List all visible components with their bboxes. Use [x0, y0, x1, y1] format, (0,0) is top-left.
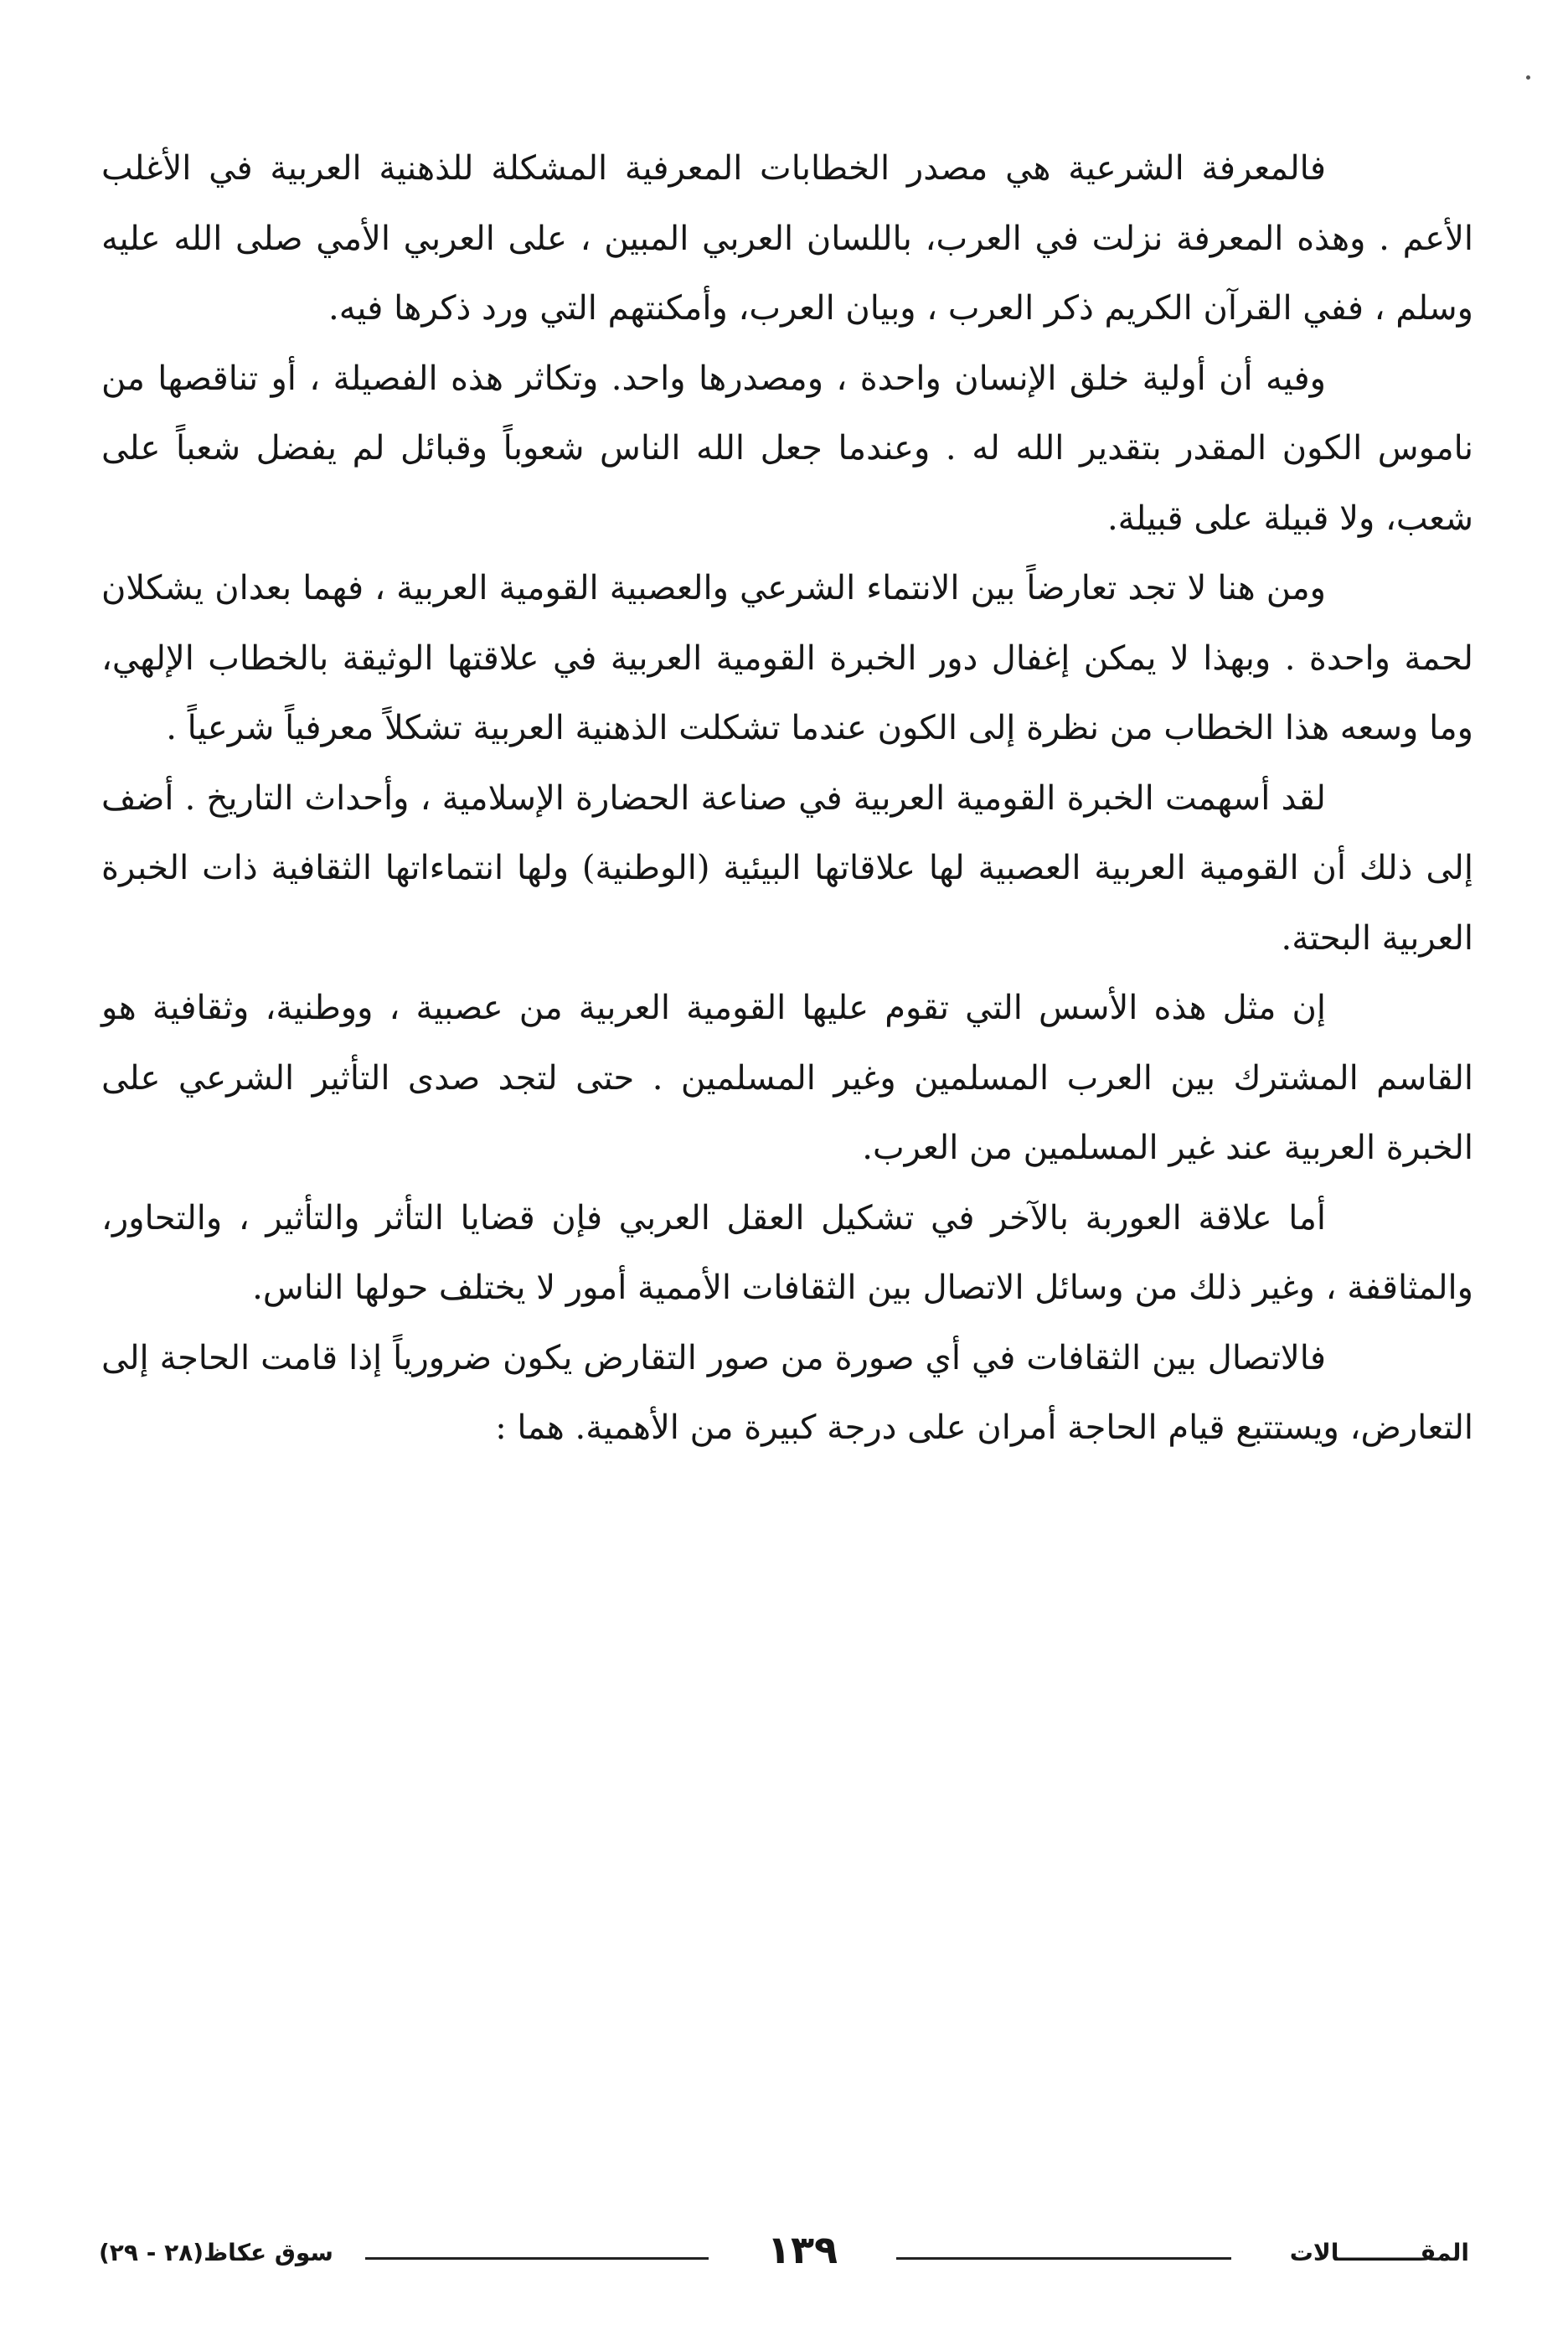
footer-journal-title: سوق عكاظ(٢٨ - ٢٩)	[99, 2239, 333, 2266]
page-number: ١٣٩	[766, 2227, 838, 2272]
paragraph-7: فالاتصال بين الثقافات في أي صورة من صور التقارض يكون ضرورياً إذا قامت الحاجة إلى التعارض، ويستتبع قيام الحاجة أمران على درجة كبيرة من الأهمية. هما :	[101, 1338, 1473, 1447]
margin-dot	[1526, 75, 1530, 80]
paragraph-4: لقد أسهمت الخبرة القومية العربية في صناعة الحضارة الإسلامية ، وأحداث التاريخ . أضف إلى ذلك أن القومية العربية العصبية لها علاقاتها البيئية (الوطنية) ولها انتماءاتها الثقافية ذات الخبرة العربية البحتة.	[101, 778, 1473, 958]
paragraph-6: أما علاقة العوربة بالآخر في تشكيل العقل العربي فإن قضايا التأثر والتأثير ، والتحاور، والمثاقفة ، وغير ذلك من وسائل الاتصال بين الثقافات الأممية أمور لا يختلف حولها الناس.	[101, 1198, 1473, 1307]
footer-rule-right	[896, 2257, 1231, 2260]
paragraph-1: فالمعرفة الشرعية هي مصدر الخطابات المعرفية المشكلة للذهنية العربية في الأغلب الأعم . وهذه المعرفة نزلت في العرب، باللسان العربي المبين ، على العربي الأمي صلى الله عليه وسلم ، ففي القرآن الكريم ذكر العرب ، وبيان العرب، وأمكنتهم التي ورد ذكرها فيه.	[101, 149, 1473, 328]
page-footer	[99, 2227, 1469, 2277]
footer-section-label: المقــــــــــالات	[1289, 2239, 1469, 2266]
paragraph-3: ومن هنا لا تجد تعارضاً بين الانتماء الشرعي والعصبية القومية العربية ، فهما بعدان يشكلان لحمة واحدة . وبهذا لا يمكن إغفال دور الخبرة القومية العربية في علاقتها الوثيقة بالخطاب الإلهي، وما وسعه هذا الخطاب من نظرة إلى الكون عندما تشكلت الذهنية العربية تشكلاً معرفياً شرعياً .	[101, 569, 1473, 747]
paragraph-2: وفيه أن أولية خلق الإنسان واحدة ، ومصدرها واحد. وتكاثر هذه الفصيلة ، أو تناقصها من ناموس الكون المقدر بتقدير الله له . وعندما جعل الله الناس شعوباً وقبائل لم يفضل شعباً على شعب، ولا قبيلة على قبيلة.	[101, 359, 1473, 538]
paragraph-5: إن مثل هذه الأسس التي تقوم عليها القومية العربية من عصبية ، ووطنية، وثقافية هو القاسم المشترك بين العرب المسلمين وغير المسلمين . حتى لتجد صدى التأثير الشرعي على الخبرة العربية عند غير المسلمين من العرب.	[101, 989, 1473, 1167]
footer-rule-left	[365, 2257, 709, 2260]
article-body	[101, 134, 1473, 1464]
